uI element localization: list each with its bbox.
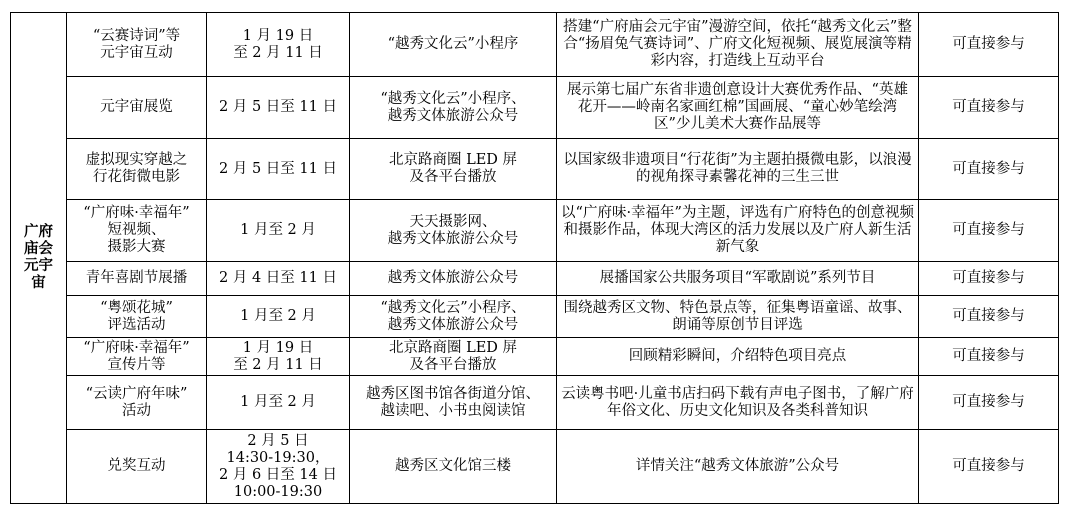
table-row: [11, 376, 1059, 430]
content-cell: 搭建“广府庙会元宇宙”漫游空间，依托“越秀文化云”整合“扬眉兔气赛诗词”、广府文化短视频、展览展演等精彩内容，打造线上互动平台: [557, 13, 919, 77]
participation-cell: 可直接参与: [919, 139, 1059, 200]
activity-cell: 兑奖互动: [67, 430, 207, 504]
table-row: [11, 262, 1059, 296]
date-cell: 1 月 19 日 至 2 月 11 日: [207, 338, 350, 376]
platform-cell: 北京路商圈 LED 屏 及各平台播放: [350, 338, 557, 376]
activity-cell: “广府味·幸福年” 宣传片等: [67, 338, 207, 376]
platform-cell: “越秀文化云”小程序: [350, 13, 557, 77]
platform-cell: 越秀文体旅游公众号: [350, 262, 557, 296]
content-cell: 回顾精彩瞬间，介绍特色项目亮点: [557, 338, 919, 376]
event-schedule-table: [10, 12, 1059, 504]
activity-cell: 元宇宙展览: [67, 77, 207, 139]
content-cell: 云读粤书吧·儿童书店扫码下载有声电子图书，了解广府年俗文化、历史文化知识及各类科普知识: [557, 376, 919, 430]
platform-cell: 越秀区文化馆三楼: [350, 430, 557, 504]
table-row: [11, 296, 1059, 338]
date-cell: 1 月 19 日 至 2 月 11 日: [207, 13, 350, 77]
platform-cell: “越秀文化云”小程序、 越秀文体旅游公众号: [350, 296, 557, 338]
platform-cell: “越秀文化云”小程序、 越秀文体旅游公众号: [350, 77, 557, 139]
platform-cell: 天天摄影网、 越秀文体旅游公众号: [350, 200, 557, 262]
table-row: [11, 430, 1059, 504]
section-group-label: 广府庙会元宇宙: [11, 13, 67, 504]
participation-cell: 可直接参与: [919, 430, 1059, 504]
content-cell: 围绕越秀区文物、特色景点等，征集粤语童谣、故事、朗诵等原创节目评选: [557, 296, 919, 338]
content-cell: 展播国家公共服务项目“军歌剧说”系列节目: [557, 262, 919, 296]
page-frame: [10, 12, 1059, 504]
activity-cell: “广府味·幸福年” 短视频、 摄影大赛: [67, 200, 207, 262]
participation-cell: 可直接参与: [919, 262, 1059, 296]
content-cell: 以国家级非遗项目“行花街”为主题拍摄微电影，以浪漫的视角探寻素馨花神的三生三世: [557, 139, 919, 200]
date-cell: 1 月至 2 月: [207, 376, 350, 430]
participation-cell: 可直接参与: [919, 77, 1059, 139]
date-cell: 2 月 5 日至 11 日: [207, 139, 350, 200]
content-cell: 详情关注“越秀文体旅游”公众号: [557, 430, 919, 504]
table-row: [11, 13, 1059, 77]
activity-cell: 青年喜剧节展播: [67, 262, 207, 296]
table-row: [11, 200, 1059, 262]
participation-cell: 可直接参与: [919, 296, 1059, 338]
participation-cell: 可直接参与: [919, 13, 1059, 77]
activity-cell: “粤颂花城” 评选活动: [67, 296, 207, 338]
activity-cell: “云读广府年味” 活动: [67, 376, 207, 430]
platform-cell: 越秀区图书馆各街道分馆、 越读吧、小书虫阅读馆: [350, 376, 557, 430]
platform-cell: 北京路商圈 LED 屏 及各平台播放: [350, 139, 557, 200]
date-cell: 1 月至 2 月: [207, 296, 350, 338]
participation-cell: 可直接参与: [919, 338, 1059, 376]
content-cell: 以“广府味·幸福年”为主题，评选有广府特色的创意视频和摄影作品，体现大湾区的活力发展以及广府人新生活新气象: [557, 200, 919, 262]
table-row: [11, 77, 1059, 139]
content-cell: 展示第七届广东省非遗创意设计大赛优秀作品、“英雄花开——岭南名家画红棉”国画展、“童心妙笔绘湾区”少儿美术大赛作品展等: [557, 77, 919, 139]
date-cell: 2 月 5 日至 11 日: [207, 77, 350, 139]
activity-cell: “云赛诗词”等 元宇宙互动: [67, 13, 207, 77]
table-row: [11, 139, 1059, 200]
participation-cell: 可直接参与: [919, 376, 1059, 430]
date-cell: 2 月 4 日至 11 日: [207, 262, 350, 296]
activity-cell: 虚拟现实穿越之 行花街微电影: [67, 139, 207, 200]
date-cell: 2 月 5 日 14:30-19:30， 2 月 6 日至 14 日 10:00-19:30: [207, 430, 350, 504]
table-row: [11, 338, 1059, 376]
participation-cell: 可直接参与: [919, 200, 1059, 262]
date-cell: 1 月至 2 月: [207, 200, 350, 262]
